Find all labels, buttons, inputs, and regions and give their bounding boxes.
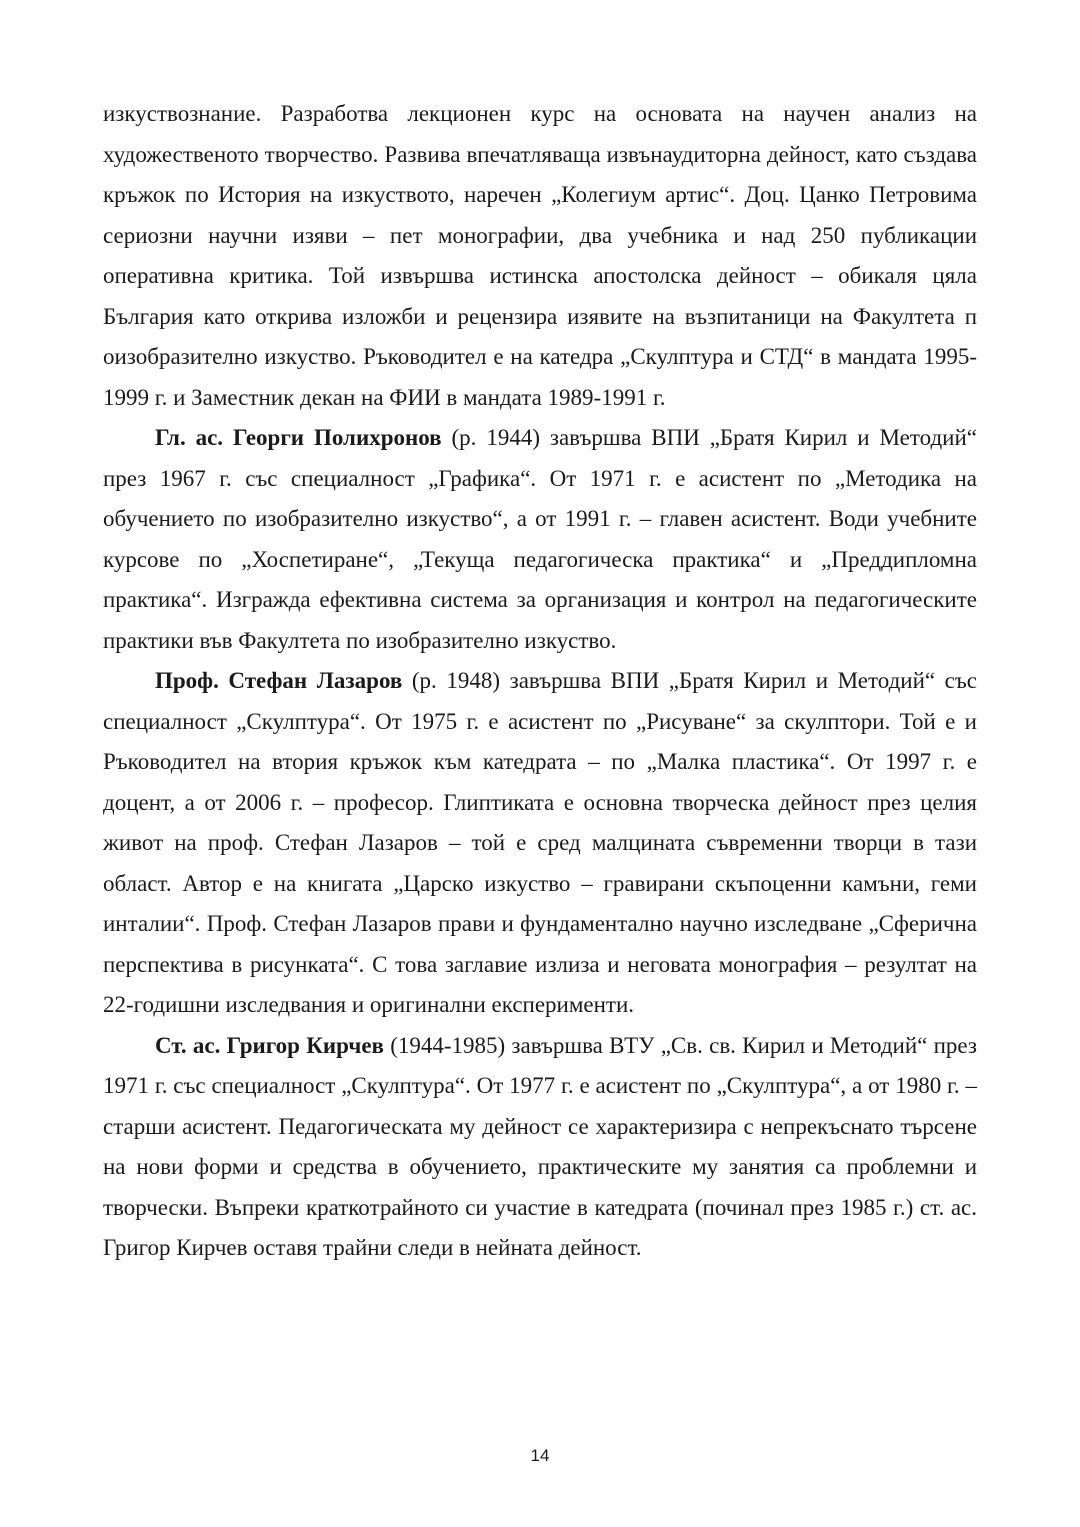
bio-name-polihronov: Гл. ас. Георги Полихронов [155, 425, 442, 450]
bio-name-kirchev: Ст. ас. Григор Кирчев [155, 1032, 384, 1058]
bio-text-polihronov: (р. 1944) завършва ВПИ „Братя Кирил и Методий“ през 1967 г. със специалност „Графика“. От 1971 г. е асистент по „Методика на обучението по изобразително изкуство“, а от 1991 г. – главен асистент. Води учебните курсове по „Хоспетиране“, „Текуща педагогическа практика“ и „Преддипломна практика“. Изгражда ефективна система за организация и контрол на педагогическите практики във Факултета по изобразително изкуство. [103, 425, 977, 653]
bio-text-lazarov: (р. 1948) завършва ВПИ „Братя Кирил и Методий“ със специалност „Скулптура“. От 1975 г. е асистент по „Рисуване“ за скулптори. Той е и Ръководител на втория кръжок към катедрата – по „Малка пластика“. От 1997 г. е доцент, а от 2006 г. – професор. Глиптиката е основна творческа дейност през целия живот на проф. Стефан Лазаров – той е сред малцината съвременни творци в тази област. Автор е на книгата „Царско изкуство – гравирани скъпоценни камъни, геми инталии“. Проф. Стефан Лазаров прави и фундаментално научно изследване „Сферична перспектива в рисунката“. С това заглавие излиза и неговата монография – резултат на 22-годишни изследвания и оригинални експерименти. [103, 668, 977, 1017]
document-body [103, 94, 977, 1269]
bio-paragraph-polihronov [103, 418, 977, 661]
bio-paragraph-lazarov [103, 661, 977, 1026]
bio-name-lazarov: Проф. Стефан Лазаров [155, 668, 403, 693]
page-number: 14 [530, 1446, 550, 1465]
intro-paragraph: изкуствознание. Разработва лекционен курс на основата на научен анализ на художественото творчество. Развива впечатляваща извънаудиторна дейност, като създава кръжок по История на изкуството, наречен „Колегиум артис“. Доц. Цанко Петровима сериозни научни изяви – пет монографии, два учебника и над 250 публикации оперативна критика. Той извършва истинска апостолска дейност – обикаля цяла България като открива изложби и рецензира изявите на възпитаници на Факултета п оизобразително изкуство. Ръководител е на катедра „Скулптура и СТД“ в мандата 1995-1999 г. и Заместник декан на ФИИ в мандата 1989-1991 г. [103, 101, 977, 410]
bio-text-kirchev: (1944-1985) завършва ВТУ „Св. св. Кирил и Методий“ през 1971 г. със специалност „Скулптура“. От 1977 г. е асистент по „Скулптура“, а от 1980 г. – старши асистент. Педагогическата му дейност се характеризира с непрекъснато търсене на нови форми и средства в обучението, практическите му занятия са проблемни и творчески. Въпреки краткотрайното си участие в катедрата (починал през 1985 г.) ст. ас. Григор Кирчев оставя трайни следи в нейната дейност. [103, 1032, 977, 1260]
bio-paragraph-kirchev [103, 1026, 977, 1269]
